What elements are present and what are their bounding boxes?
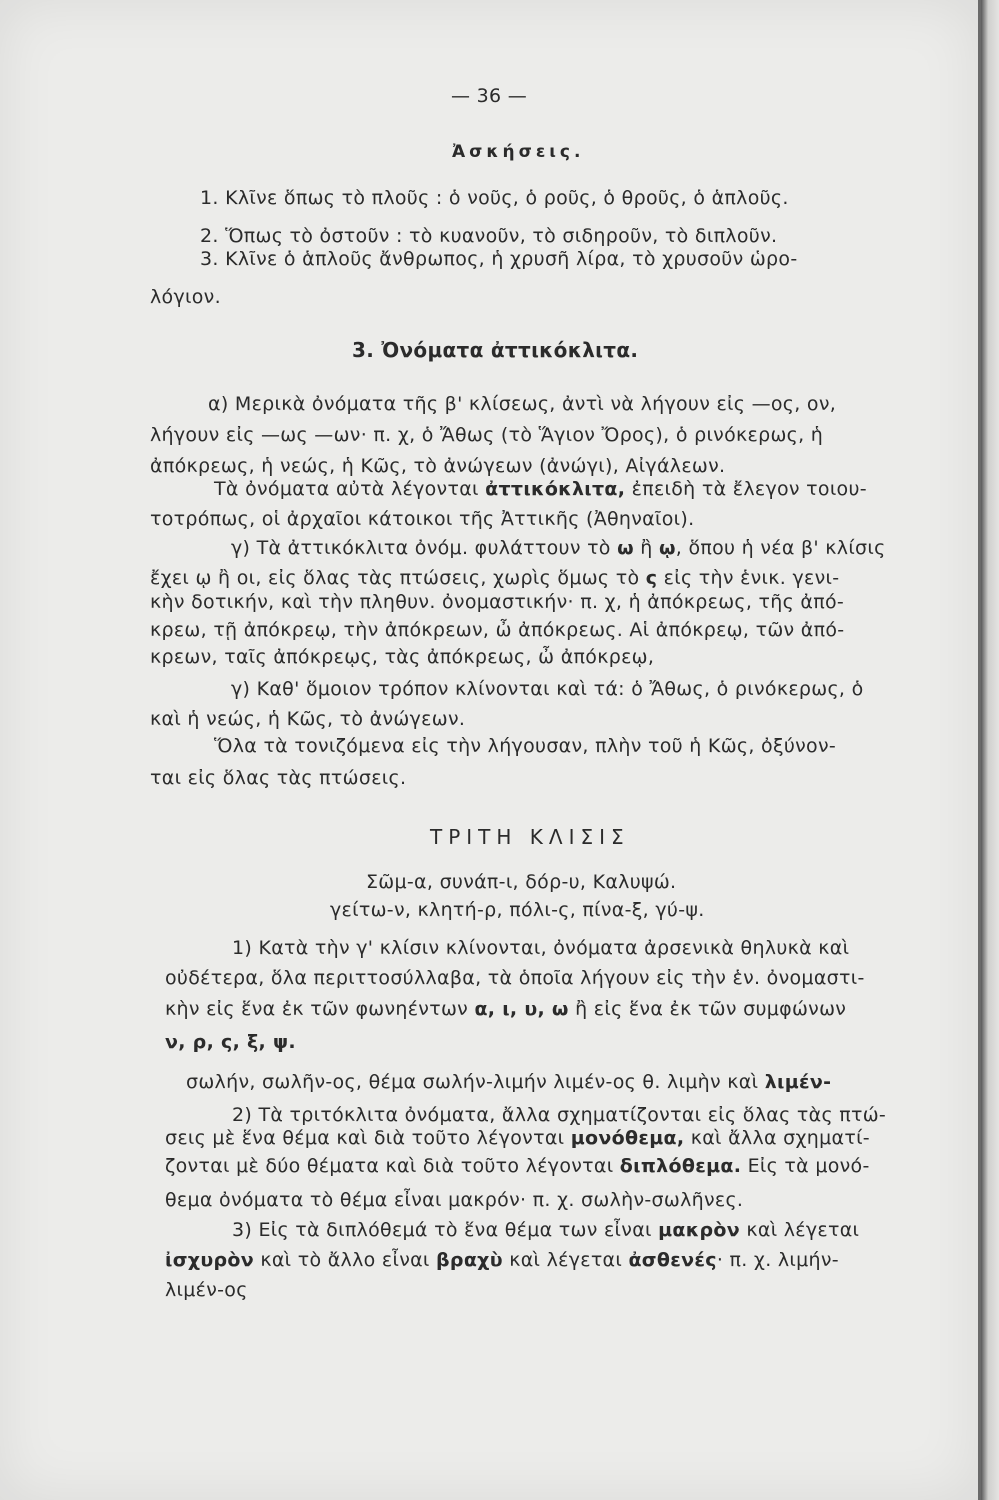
exercise-line: 2. Ὅπως τὸ ὀστοῦν : τὸ κυανοῦν, τὸ σιδηροῦν, τὸ διπλοῦν. <box>200 225 778 247</box>
text-line <box>165 1126 870 1150</box>
bold-term: ἰσχυρὸν <box>165 1249 254 1271</box>
text-line <box>232 1218 859 1242</box>
text-line: λήγουν εἰς —ως —ων· π. χ, ὁ Ἄθως (τὸ Ἅγιον Ὄρος), ὁ ρινόκερως, ἡ <box>150 424 824 446</box>
text-span: καὶ λέγεται <box>740 1219 860 1241</box>
text-span: Εἰς τὰ μονό- <box>741 1155 870 1177</box>
text-span: γ) Τὰ ἀττικόκλιτα ὀνόμ. φυλάττουν τὸ <box>231 537 618 559</box>
text-span: καὶ ἄλλα σχηματί- <box>684 1127 870 1149</box>
text-span: · π. χ. λιμήν- <box>716 1249 839 1271</box>
bold-term: βραχὺ <box>436 1249 503 1271</box>
exercises-heading: Ἀσκήσεις. <box>452 142 585 162</box>
text-span: ἔχει ῳ ἢ οι, εἰς ὅλας τὰς πτώσεις, χωρὶς ὅμως τὸ <box>150 567 646 589</box>
text-line: α) Μερικὰ ὀνόματα τῆς β' κλίσεως, ἀντὶ νὰ λήγουν εἰς —ος, ον, <box>208 393 837 415</box>
bold-term: ω <box>617 537 634 559</box>
example-line: Σῶμ-α, συνάπ-ι, δόρ-υ, Καλυψώ. <box>366 871 677 893</box>
text-line: ἀπόκρεως, ἡ νεώς, ἡ Κῶς, τὸ ἀνώγεων (ἀνώγι), Αἰγάλεων. <box>150 455 726 477</box>
text-line: κὴν δοτικήν, καὶ τὴν πληθυν. ὀνομαστικήν· π. χ, ἡ ἀπόκρεως, τῆς ἀπό- <box>150 591 845 613</box>
bold-term: ἀττικόκλιτα, <box>485 478 626 500</box>
text-line: Ὅλα τὰ τονιζόμενα εἰς τὴν λήγουσαν, πλὴν τοῦ ἡ Κῶς, ὀξύνον- <box>214 735 837 757</box>
exercise-line: λόγιον. <box>150 286 221 308</box>
bold-term: ν, ρ, ς, ξ, ψ. <box>165 1031 296 1053</box>
text-line <box>165 997 846 1021</box>
text-line: 2) Τὰ τριτόκλιτα ὀνόματα, ἄλλα σχηματίζονται εἰς ὅλας τὰς πτώ- <box>232 1104 887 1126</box>
text-line: καὶ ἡ νεώς, ἡ Κῶς, τὸ ἀνώγεων. <box>150 708 466 730</box>
text-line: λιμέν-ος <box>165 1279 248 1301</box>
bold-term: μακρὸν <box>658 1219 741 1241</box>
text-span: ἢ <box>633 537 659 559</box>
bold-term: α, ι, υ, ω <box>474 998 569 1020</box>
text-line <box>165 1030 296 1054</box>
text-line: θεμα ὀνόματα τὸ θέμα εἶναι μακρόν· π. χ. σωλὴν-σωλῆνες. <box>165 1189 744 1211</box>
text-line: ται εἰς ὅλας τὰς πτώσεις. <box>150 767 407 789</box>
text-span: εἰς τὴν ἑνικ. γενι- <box>657 567 840 589</box>
text-line: τοτρόπως, οἱ ἀρχαῖοι κάτοικοι τῆς Ἀττικῆς (Ἀθηναῖοι). <box>150 508 695 530</box>
text-span: σεις μὲ ἕνα θέμα καὶ διὰ τοῦτο λέγονται <box>165 1127 571 1149</box>
text-line: κρεω, τῇ ἀπόκρεῳ, τὴν ἀπόκρεων, ὦ ἀπόκρεως. Αἱ ἀπόκρεῳ, τῶν ἀπό- <box>150 619 845 641</box>
text-line <box>214 477 867 501</box>
bold-term: διπλόθεμα. <box>619 1155 742 1177</box>
text-line <box>231 536 886 560</box>
attic-heading: 3. Ὀνόματα ἀττικόκλιτα. <box>352 338 639 362</box>
page-number: — 36 — <box>450 85 528 107</box>
text-span: ἢ εἰς ἕνα ἐκ τῶν συμφώνων <box>568 998 847 1020</box>
third-declension-heading: ΤΡΙΤΗ ΚΛΙΣΙΣ <box>430 825 630 849</box>
bold-term: ῳ <box>658 537 676 559</box>
text-span: ζονται μὲ δύο θέματα καὶ διὰ τοῦτο λέγονται <box>165 1155 620 1177</box>
text-line: κρεων, ταῖς ἀπόκρεῳς, τὰς ἀπόκρεως, ὦ ἀπόκρεῳ, <box>150 646 655 668</box>
text-span: καὶ τὸ ἄλλο εἶναι <box>253 1249 437 1271</box>
text-line <box>165 1154 870 1178</box>
text-span: Τὰ ὀνόματα αὐτὰ λέγονται <box>214 478 486 500</box>
bold-term: ς <box>645 567 658 589</box>
text-line: οὐδέτερα, ὅλα περιττοσύλλαβα, τὰ ὁποῖα λήγουν εἰς τὴν ἑν. ὀνομαστι- <box>165 967 865 989</box>
bold-term: μονόθεμα, <box>570 1127 685 1149</box>
text-line: γ) Καθ' ὅμοιον τρόπον κλίνονται καὶ τά: ὁ Ἄθως, ὁ ρινόκερως, ὁ <box>231 678 864 700</box>
text-span: , ὅπου ἡ νέα β' κλίσις <box>675 537 886 559</box>
exercise-line: 1. Κλῖνε ὅπως τὸ πλοῦς : ὁ νοῦς, ὁ ροῦς, ὁ θροῦς, ὁ ἁπλοῦς. <box>200 187 789 209</box>
text-line <box>165 1248 839 1272</box>
page-edge-shadow <box>981 0 999 1500</box>
text-span: καὶ λέγεται <box>502 1249 629 1271</box>
text-line <box>150 566 839 590</box>
text-span: σωλήν, σωλῆν-ος, θέμα σωλήν-λιμήν λιμέν-ος θ. λιμὴν καὶ <box>186 1071 765 1093</box>
example-line: γείτω-ν, κλητή-ρ, πόλι-ς, πίνα-ξ, γύ-ψ. <box>330 899 705 921</box>
text-span: ἐπειδὴ τὰ ἔλεγον τοιου- <box>625 478 867 500</box>
text-line <box>186 1070 831 1094</box>
text-span: κὴν εἰς ἕνα ἐκ τῶν φωνηέντων <box>165 998 475 1020</box>
exercise-line: 3. Κλῖνε ὁ ἁπλοῦς ἄνθρωπος, ἡ χρυσῆ λίρα, τὸ χρυσοῦν ὡρο- <box>200 248 798 270</box>
text-span: 3) Εἰς τὰ διπλόθεμά τὸ ἕνα θέμα των εἶναι <box>232 1219 659 1241</box>
bold-term: ἀσθενές <box>628 1249 717 1271</box>
text-line: 1) Κατὰ τὴν γ' κλίσιν κλίνονται, ὀνόματα ἀρσενικὰ θηλυκὰ καὶ <box>232 937 850 959</box>
bold-term: λιμέν- <box>764 1071 832 1093</box>
